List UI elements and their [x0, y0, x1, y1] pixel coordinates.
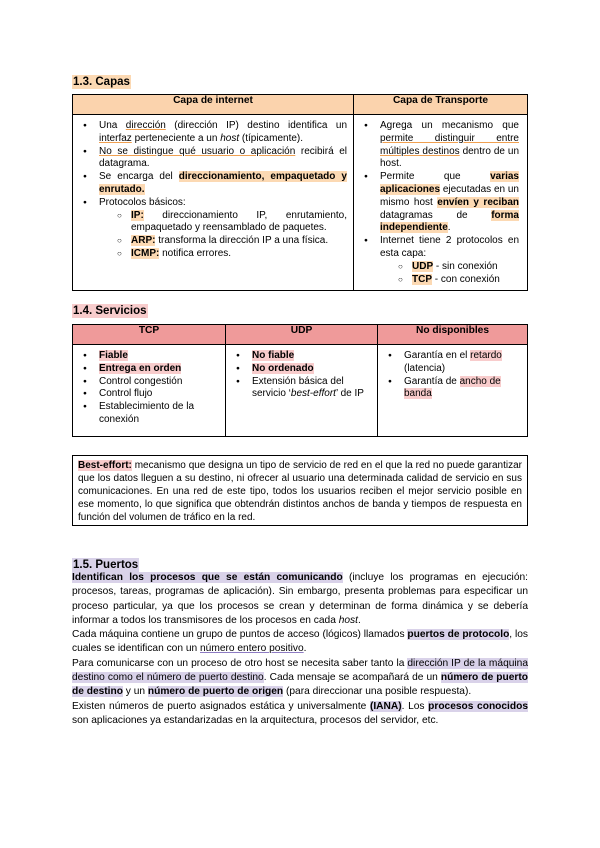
section-title-capas [72, 72, 131, 90]
list-item: ● Control flujo [73, 388, 221, 401]
udp-cell [226, 345, 378, 437]
list-item: ● Control congestión [73, 376, 221, 389]
sub-list-item: ○ TCP - con conexión [354, 274, 519, 287]
best-effort-definition: mecanismo que designa un tipo de servicio de red en el que la red no puede garantizar que los datos lleguen a su destino, ni ofrecer al usuario una determinada calidad de servicio en sus comunicaciones. En una red de este tipo, todos los usuarios reciben el mejor servicio posible en ese momento, lo que significa que obtendrán distintos anchos de banda y tiempos de respuesta en función del volumen de tráfico en la red. [78, 460, 522, 523]
list-item: ● Fiable [73, 350, 221, 363]
list-item: ● Establecimiento de la conexión [73, 401, 221, 427]
tcp-cell [73, 345, 226, 437]
list-item: ● Garantía en el retardo (latencia) [378, 350, 523, 376]
list-item: ● No se distingue qué usuario o aplicación recibirá el datagrama. [73, 146, 347, 172]
header-udp: UDP [226, 325, 378, 345]
sub-list-item: ○ ARP: transforma la dirección IP a una física. [73, 235, 347, 248]
header-capa-transporte: Capa de Transporte [354, 95, 528, 115]
section-heading: 1.5. Puertos [73, 559, 139, 571]
best-effort-box [72, 455, 528, 526]
paragraph: Existen números de puerto asignados estática y universalmente (IANA). Los procesos conocidos son aplicaciones ya estandarizadas en la arquitectura, procesos del servidor, etc. [72, 700, 528, 726]
list-item: ● Permite que varias aplicaciones ejecutadas en un mismo host envíen y reciban datagramas de forma independiente. [354, 171, 519, 235]
sub-list-item: ○ IP: direccionamiento IP, enrutamiento, empaquetado y reensamblado de paquetes. [73, 210, 347, 236]
sub-list-item: ○ ICMP: notifica errores. [73, 248, 347, 261]
no-disponibles-cell [378, 345, 528, 437]
paragraph: Identifican los procesos que se están comunicando (incluye los programas en ejecución: procesos, tareas, programas de aplicación). Sin embargo, presenta problemas para especificar un proceso particular, ya que los procesos se crean y determinan de forma dinámica y se debería informar a todos los transmisores de los procesos en cada host. [72, 572, 528, 626]
best-effort-term: Best-effort: [78, 460, 132, 471]
paragraph: Para comunicarse con un proceso de otro host se necesita saber tanto la dirección IP de la máquina destino como el número de puerto destino. Cada mensaje se acompañará de un número de puerto de destino y un número de puerto de origen (para direccionar una posible respuesta). [72, 657, 529, 698]
section-heading: 1.3. Capas [73, 76, 130, 88]
capa-transporte-cell [354, 115, 528, 291]
header-capa-internet: Capa de internet [73, 95, 354, 115]
list-item: ● Se encarga del direccionamiento, empaquetado y enrutado. [73, 171, 347, 197]
list-item: ● Garantía de ancho de banda [378, 376, 523, 402]
sub-list-item: ○ UDP - sin conexión [354, 261, 519, 274]
capa-internet-cell [73, 115, 354, 291]
list-item: ● Internet tiene 2 protocolos en esta capa: [354, 235, 519, 261]
puertos-body [72, 571, 528, 728]
paragraph: Cada máquina contiene un grupo de puntos de acceso (lógicos) llamados puertos de protocolo, los cuales se identifican con un número entero positivo. [72, 629, 528, 655]
list-item: ● No fiable [226, 350, 373, 363]
list-item: ● Protocolos básicos: [73, 197, 347, 210]
list-item: ● Agrega un mecanismo que permite distinguir entre múltiples destinos dentro de un host. [354, 120, 519, 171]
list-item: ● Una dirección (dirección IP) destino identifica un interfaz perteneciente a un host (típicamente). [73, 120, 347, 146]
header-tcp: TCP [73, 325, 226, 345]
capas-table [72, 94, 528, 291]
list-item: ● No ordenado [226, 363, 373, 376]
section-title-servicios [72, 301, 148, 319]
section-heading: 1.4. Servicios [73, 305, 147, 317]
list-item: ● Entrega en orden [73, 363, 221, 376]
list-item: ● Extensión básica del servicio ‘best-effort’ de IP [226, 376, 373, 402]
header-no-disponibles: No disponibles [378, 325, 528, 345]
servicios-table [72, 324, 528, 437]
